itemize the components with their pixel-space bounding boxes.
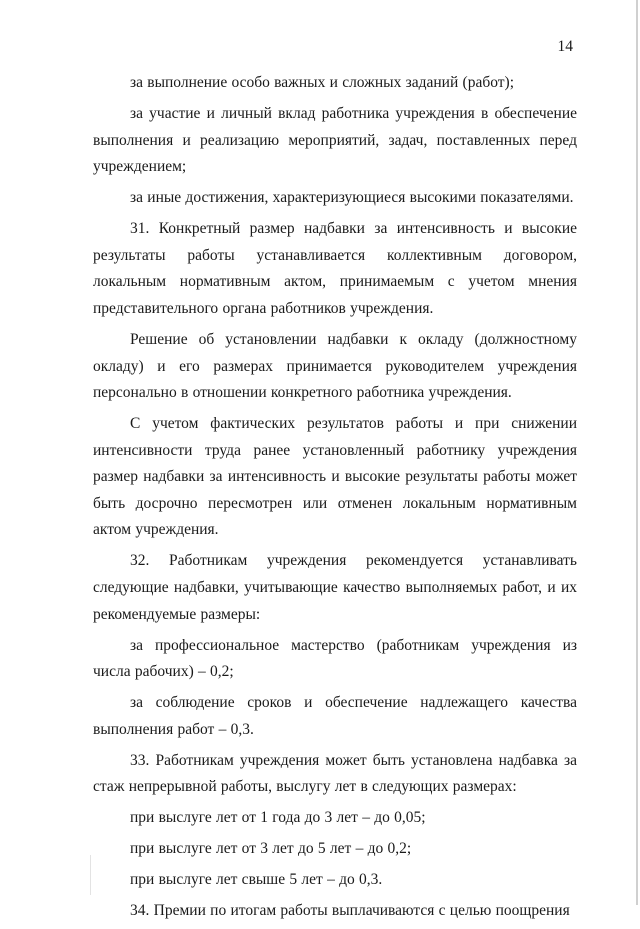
scan-margin-mark	[90, 855, 91, 895]
paragraph: 31. Конкретный размер надбавки за интенсивность и высокие результаты работы устанавливается коллективным договором, локальным нормативным актом, принимаемым с учетом мнения представительного органа работников учреждения.	[93, 220, 577, 317]
paragraph: за участие и личный вклад работника учреждения в обеспечение выполнения и реализацию мероприятий, задач, поставленных перед учреждением;	[93, 104, 577, 176]
page-number: 14	[557, 38, 573, 55]
paragraph: за выполнение особо важных и сложных заданий (работ);	[130, 74, 515, 91]
paragraph: за профессиональное мастерство (работникам учреждения из числа рабочих) – 0,2;	[93, 636, 577, 681]
document-body	[93, 70, 577, 929]
paragraph: при выслуге лет свыше 5 лет – до 0,3.	[130, 871, 383, 889]
paragraph: за соблюдение сроков и обеспечение надлежащего качества выполнения работ – 0,3.	[93, 694, 577, 738]
paragraph: за иные достижения, характеризующиеся высокими показателями.	[130, 189, 574, 207]
paragraph: 34. Премии по итогам работы выплачиваются с целью поощрения	[130, 902, 570, 920]
paragraph: 33. Работникам учреждения может быть установлена надбавка за стаж непрерывной работы, выслугу лет в следующих размерах:	[93, 751, 577, 796]
paragraph: С учетом фактических результатов работы и при снижении интенсивности труда ранее установленный работнику учреждения размер надбавки за интенсивность и высокие результаты работы может быть досрочно пересмотрен или отменен локальным нормативным актом учреждения.	[93, 415, 577, 539]
scan-edge-line	[636, 0, 638, 905]
paragraph: при выслуге лет от 1 года до 3 лет – до 0,05;	[130, 809, 426, 827]
paragraph: 32. Работникам учреждения рекомендуется устанавливать следующие надбавки, учитывающие качество выполняемых работ, и их рекомендуемые размеры:	[93, 552, 577, 623]
paragraph: при выслуге лет от 3 лет до 5 лет – до 0,2;	[130, 840, 412, 858]
paragraph: Решение об установлении надбавки к окладу (должностному окладу) и его размерах принимается руководителем учреждения персонально в отношении конкретного работника учреждения.	[93, 330, 577, 402]
